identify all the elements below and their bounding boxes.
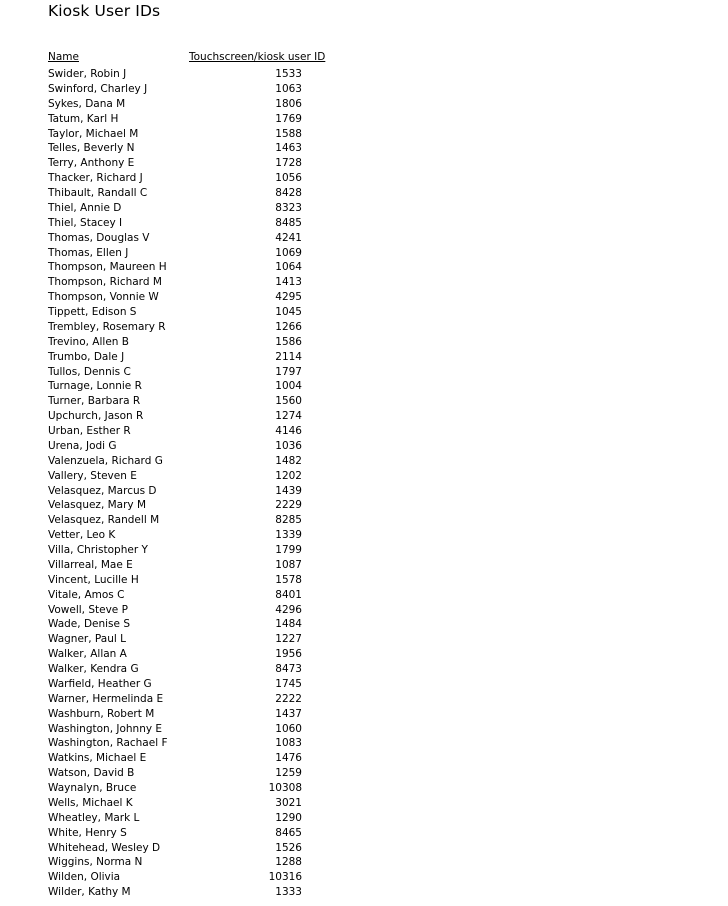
table-row: [48, 722, 318, 737]
user-name: Velasquez, Randell M: [48, 514, 160, 527]
user-name: Thomas, Douglas V: [48, 231, 150, 244]
table-row: [48, 558, 318, 573]
user-id: 1560: [275, 395, 302, 408]
user-id: 2222: [275, 692, 302, 705]
table-row: [48, 543, 318, 558]
user-id: 2229: [275, 499, 302, 512]
user-name: Whitehead, Wesley D: [48, 841, 161, 854]
user-name: Vowell, Steve P: [48, 603, 128, 616]
user-id: 1274: [275, 410, 302, 423]
user-name: Wagner, Paul L: [48, 633, 126, 646]
user-name: Thibault, Randall C: [48, 187, 148, 199]
user-id: 1956: [275, 648, 302, 661]
user-id: 1728: [275, 157, 302, 170]
user-name: Warfield, Heather G: [48, 677, 152, 690]
table-row: [48, 826, 318, 841]
table-row: [48, 231, 318, 246]
table-row: [48, 870, 318, 885]
user-id: 4146: [275, 425, 302, 437]
user-name: Villarreal, Mae E: [48, 558, 133, 571]
user-id: 10308: [268, 782, 302, 794]
column-header-name: Name: [48, 51, 79, 63]
user-name: Washington, Rachael F: [48, 737, 168, 750]
user-id: 1484: [275, 618, 302, 631]
user-id: 1482: [275, 454, 302, 467]
table-row: [48, 97, 318, 112]
user-name: Upchurch, Jason R: [48, 410, 144, 423]
user-id: 1259: [275, 767, 302, 780]
user-name: Trumbo, Dale J: [48, 350, 125, 363]
table-row: [48, 811, 318, 826]
table-row: [48, 707, 318, 722]
user-id: 1533: [275, 68, 302, 80]
user-name: Vitale, Amos C: [48, 588, 125, 601]
table-row: [48, 141, 318, 156]
table-row: [48, 67, 318, 82]
user-id: 4241: [275, 231, 302, 244]
user-id: 8473: [275, 663, 302, 675]
table-row: [48, 246, 318, 261]
user-id: 1806: [275, 97, 302, 110]
user-name: Thompson, Maureen H: [48, 261, 167, 274]
table-row: [48, 171, 318, 186]
user-id: 1266: [275, 320, 302, 333]
user-name: Washburn, Robert M: [48, 707, 155, 720]
user-name: Thompson, Richard M: [48, 276, 162, 289]
user-name: Valenzuela, Richard G: [48, 454, 163, 467]
table-row: [48, 781, 318, 796]
user-name: Thiel, Stacey I: [48, 216, 123, 229]
user-name: Villa, Christopher Y: [48, 544, 148, 556]
user-id: 1069: [275, 246, 302, 259]
user-name: Swider, Robin J: [48, 68, 127, 80]
user-id-list: [48, 67, 318, 900]
table-row: [48, 439, 318, 454]
table-row: [48, 484, 318, 499]
user-name: Wells, Michael K: [48, 796, 133, 809]
user-name: Wheatley, Mark L: [48, 811, 140, 824]
column-header-user-id: Touchscreen/kiosk user ID: [189, 51, 326, 63]
user-name: Tippett, Edison S: [48, 306, 137, 318]
user-id: 1588: [275, 127, 302, 140]
user-name: Thomas, Ellen J: [48, 246, 129, 259]
user-id: 1745: [275, 677, 302, 690]
user-name: Watkins, Michael E: [48, 752, 147, 765]
table-row: [48, 796, 318, 811]
user-name: Urena, Jodi G: [48, 439, 117, 452]
table-row: [48, 275, 318, 290]
table-row: [48, 766, 318, 781]
user-id: 1769: [275, 112, 302, 125]
user-id: 1526: [275, 841, 302, 854]
user-id: 1333: [275, 886, 302, 899]
user-id: 1036: [275, 439, 302, 452]
user-name: Urban, Esther R: [48, 425, 131, 437]
user-name: Washington, Johnny E: [48, 722, 163, 735]
user-name: Wade, Denise S: [48, 618, 130, 631]
user-name: Velasquez, Mary M: [48, 499, 147, 512]
user-id: 1056: [275, 172, 302, 185]
user-name: Thompson, Vonnie W: [48, 291, 159, 304]
user-id: 1413: [275, 276, 302, 289]
table-row: [48, 841, 318, 856]
user-name: Turner, Barbara R: [48, 395, 141, 408]
user-id: 1797: [275, 365, 302, 378]
table-row: [48, 573, 318, 588]
user-name: Tatum, Karl H: [48, 112, 119, 125]
table-row: [48, 424, 318, 439]
table-row: [48, 320, 318, 335]
user-id: 1799: [275, 544, 302, 556]
user-name: White, Henry S: [48, 826, 127, 839]
user-id: 10316: [268, 871, 302, 884]
table-row: [48, 528, 318, 543]
user-id: 1202: [275, 469, 302, 482]
table-row: [48, 305, 318, 320]
table-row: [48, 662, 318, 677]
table-row: [48, 513, 318, 528]
user-id: 1288: [275, 856, 302, 869]
user-id: 1290: [275, 811, 302, 824]
user-name: Turnage, Lonnie R: [48, 380, 142, 393]
table-row: [48, 454, 318, 469]
user-id: 2114: [275, 350, 302, 363]
user-name: Swinford, Charley J: [48, 82, 148, 95]
table-row: [48, 201, 318, 216]
table-row: [48, 394, 318, 409]
table-row: [48, 603, 318, 618]
user-name: Walker, Allan A: [48, 648, 127, 661]
user-name: Telles, Beverly N: [48, 142, 135, 155]
user-name: Warner, Hermelinda E: [48, 692, 164, 705]
table-row: [48, 855, 318, 870]
user-name: Velasquez, Marcus D: [48, 484, 157, 497]
table-row: [48, 290, 318, 305]
table-row: [48, 885, 318, 900]
user-id: 8485: [275, 216, 302, 229]
user-name: Tullos, Dennis C: [48, 365, 131, 378]
user-id: 1004: [275, 380, 302, 393]
user-id: 1087: [275, 558, 302, 571]
user-id: 1339: [275, 529, 302, 542]
table-row: [48, 632, 318, 647]
user-name: Trembley, Rosemary R: [48, 320, 166, 333]
table-row: [48, 498, 318, 513]
table-row: [48, 335, 318, 350]
user-name: Sykes, Dana M: [48, 97, 126, 110]
user-name: Walker, Kendra G: [48, 663, 139, 675]
table-row: [48, 365, 318, 380]
user-id: 1476: [275, 752, 302, 765]
user-name: Terry, Anthony E: [48, 157, 135, 170]
page-title: Kiosk User IDs: [48, 2, 161, 20]
user-id: 8401: [275, 588, 302, 601]
table-row: [48, 112, 318, 127]
user-id: 1437: [275, 707, 302, 720]
table-row: [48, 692, 318, 707]
table-row: [48, 156, 318, 171]
user-id: 1439: [275, 484, 302, 497]
user-id: 1227: [275, 633, 302, 646]
table-row: [48, 588, 318, 603]
table-row: [48, 469, 318, 484]
user-id: 1064: [275, 261, 302, 274]
table-row: [48, 677, 318, 692]
user-id: 1586: [275, 335, 302, 348]
user-id: 1463: [275, 142, 302, 155]
user-name: Vetter, Leo K: [48, 529, 116, 542]
table-row: [48, 260, 318, 275]
user-id: 8465: [275, 826, 302, 839]
table-row: [48, 647, 318, 662]
table-row: [48, 127, 318, 142]
user-id: 1083: [275, 737, 302, 750]
table-row: [48, 216, 318, 231]
user-id: 1578: [275, 573, 302, 586]
user-id: 1063: [275, 82, 302, 95]
user-name: Wilder, Kathy M: [48, 886, 131, 899]
user-id: 1060: [275, 722, 302, 735]
user-name: Trevino, Allen B: [48, 335, 129, 348]
user-id: 8428: [275, 187, 302, 199]
user-name: Watson, David B: [48, 767, 135, 780]
user-name: Thacker, Richard J: [48, 172, 143, 185]
table-row: [48, 350, 318, 365]
table-row: [48, 751, 318, 766]
user-name: Vincent, Lucille H: [48, 573, 139, 586]
user-id: 4296: [275, 603, 302, 616]
table-row: [48, 82, 318, 97]
user-id: 8285: [275, 514, 302, 527]
user-id: 3021: [275, 796, 302, 809]
user-id: 4295: [275, 291, 302, 304]
user-name: Waynalyn, Bruce: [48, 782, 137, 794]
user-id: 1045: [275, 306, 302, 318]
user-name: Taylor, Michael M: [48, 127, 139, 140]
table-row: [48, 736, 318, 751]
user-name: Wiggins, Norma N: [48, 856, 143, 869]
user-name: Thiel, Annie D: [48, 201, 122, 214]
table-row: [48, 617, 318, 632]
table-row: [48, 186, 318, 201]
user-name: Vallery, Steven E: [48, 469, 137, 482]
user-id: 8323: [275, 201, 302, 214]
user-name: Wilden, Olivia: [48, 871, 121, 884]
table-row: [48, 379, 318, 394]
table-row: [48, 409, 318, 424]
